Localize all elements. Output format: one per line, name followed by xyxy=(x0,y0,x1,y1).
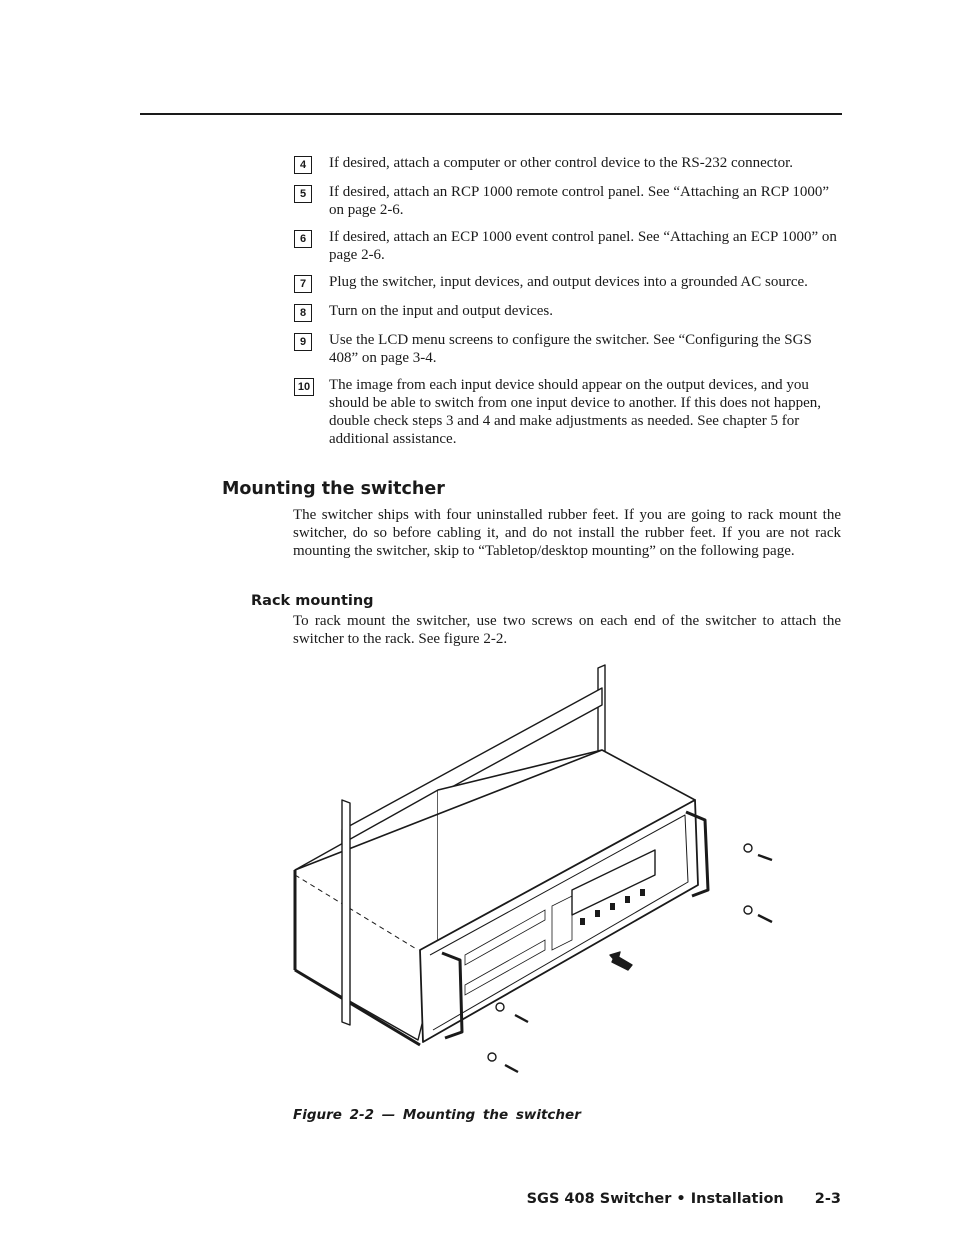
step-text: If desired, attach a computer or other control device to the RS-232 connector. xyxy=(329,155,794,171)
step-text: If desired, attach an ECP 1000 event control panel. See “Attaching an ECP 1000” on page 2-6. xyxy=(329,229,837,263)
step-item xyxy=(294,376,844,448)
step-item xyxy=(294,183,844,219)
step-list xyxy=(294,154,844,457)
step-number: 8 xyxy=(294,304,312,322)
step-number: 10 xyxy=(294,378,314,396)
step-text: The image from each input device should appear on the output devices, and you should be able to switch from one input device to another. If this does not happen, double check steps 3 and 4 and make adjustments as needed. See chapter 5 for additional assistance. xyxy=(329,377,821,447)
step-item xyxy=(294,154,844,174)
rack-mount-illustration xyxy=(280,660,800,1090)
subsection-body: To rack mount the switcher, use two screws on each end of the switcher to attach the switcher to the rack. See figure 2-2. xyxy=(293,613,841,647)
step-item xyxy=(294,273,844,293)
step-number: 6 xyxy=(294,230,312,248)
step-number: 7 xyxy=(294,275,312,293)
subsection-heading: Rack mounting xyxy=(251,593,374,609)
step-text: If desired, attach an RCP 1000 remote control panel. See “Attaching an RCP 1000” on page 2-6. xyxy=(329,184,830,218)
section-body: The switcher ships with four uninstalled rubber feet. If you are going to rack mount the switcher, do so before cabling it, and do not install the rubber feet. If you are not rack mounting the switcher, skip to “Tabletop/desktop mounting” on the following page. xyxy=(293,507,841,559)
header-rule xyxy=(140,113,842,115)
page-number: 2-3 xyxy=(814,1191,841,1207)
step-item xyxy=(294,228,844,264)
step-text: Use the LCD menu screens to configure the switcher. See “Configuring the SGS 408” on page 3-4. xyxy=(329,332,812,366)
step-number: 9 xyxy=(294,333,312,351)
step-text: Turn on the input and output devices. xyxy=(329,303,554,319)
page-footer xyxy=(527,1191,841,1207)
figure-caption: Figure 2-2 — Mounting the switcher xyxy=(293,1107,581,1123)
step-item xyxy=(294,331,844,367)
step-number: 5 xyxy=(294,185,312,203)
step-item xyxy=(294,302,844,322)
section-heading: Mounting the switcher xyxy=(222,479,445,499)
step-number: 4 xyxy=(294,156,312,174)
step-text: Plug the switcher, input devices, and output devices into a grounded AC source. xyxy=(329,274,808,290)
footer-title: SGS 408 Switcher • Installation xyxy=(526,1191,784,1207)
